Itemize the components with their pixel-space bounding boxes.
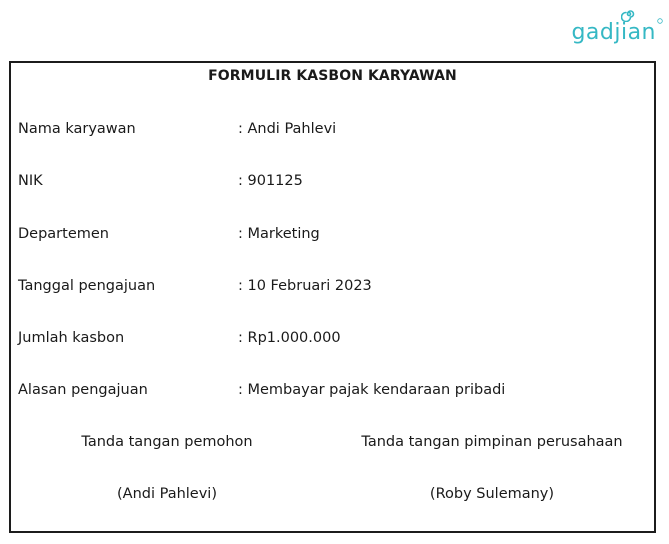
registered-mark-icon — [657, 18, 663, 24]
field-label: Jumlah kasbon — [18, 330, 125, 346]
logo-swirl-icon — [621, 6, 637, 22]
field-row-department — [18, 224, 647, 244]
applicant-signature-name: (Andi Pahlevi) — [117, 486, 217, 502]
field-label: NIK — [18, 173, 43, 189]
leader-signature-name: (Roby Sulemany) — [429, 486, 555, 502]
leader-signature-label: Tanda tangan pimpinan perusahaan — [361, 434, 623, 450]
field-value: : Rp1.000.000 — [238, 330, 341, 346]
field-value: : Marketing — [238, 226, 320, 242]
field-value: : Membayar pajak kendaraan pribadi — [238, 382, 506, 398]
field-row-amount — [18, 328, 647, 348]
field-value: : 10 Februari 2023 — [238, 278, 372, 294]
field-row-reason — [18, 380, 647, 400]
field-label: Departemen — [18, 226, 109, 242]
field-value: : 901125 — [238, 173, 303, 189]
logo-wordmark: gadjian — [571, 20, 656, 45]
field-row-employee-name — [18, 119, 647, 139]
kasbon-form — [9, 61, 656, 533]
form-title: FORMULIR KASBON KARYAWAN — [208, 68, 457, 84]
field-label: Alasan pengajuan — [18, 382, 148, 398]
field-label: Tanggal pengajuan — [18, 278, 156, 294]
field-value: : Andi Pahlevi — [238, 121, 337, 137]
field-row-nik — [18, 171, 647, 191]
field-label: Nama karyawan — [18, 121, 136, 137]
gadjian-logo — [571, 6, 663, 44]
applicant-signature-label: Tanda tangan pemohon — [81, 434, 253, 450]
field-row-submission-date — [18, 276, 647, 296]
